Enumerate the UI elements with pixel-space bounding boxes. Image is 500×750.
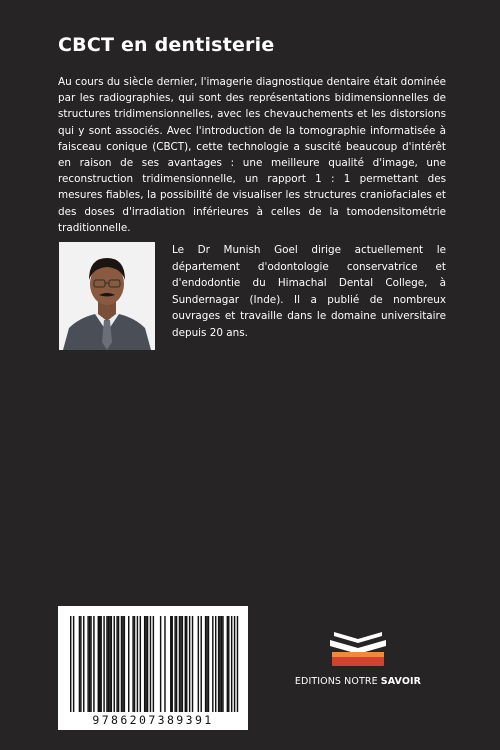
barcode-bar xyxy=(116,616,117,712)
isbn-digits: 9786207389391 xyxy=(92,713,214,727)
barcode-bar xyxy=(99,616,100,712)
barcode-bar xyxy=(145,616,146,712)
publisher-name xyxy=(290,676,426,687)
barcode-bar xyxy=(83,616,84,712)
barcode-bar xyxy=(212,616,213,712)
barcode-bar xyxy=(179,616,180,712)
publisher-name-strong: SAVOIR xyxy=(380,676,422,687)
publisher-block xyxy=(290,626,426,696)
publisher-name-prefix: EDITIONS NOTRE xyxy=(294,676,381,687)
barcode-bar xyxy=(205,616,206,712)
barcode-bar xyxy=(79,616,80,712)
barcode-bar xyxy=(174,616,175,712)
barcode-bar xyxy=(160,616,161,712)
barcode-bar xyxy=(208,616,209,712)
barcode-bar xyxy=(89,616,90,712)
barcode-bars xyxy=(58,606,248,718)
barcode-bar xyxy=(137,616,138,712)
barcode-bar xyxy=(103,616,104,712)
barcode-bar xyxy=(192,616,193,712)
barcode-bar xyxy=(172,616,173,712)
open-book-logo-icon xyxy=(328,626,388,670)
barcode-bar xyxy=(118,616,119,712)
barcode-bar xyxy=(150,616,151,712)
barcode-bar xyxy=(106,616,107,712)
barcode-bar xyxy=(228,616,229,712)
barcode-bar xyxy=(180,616,181,712)
barcode-bar xyxy=(201,616,202,712)
barcode-bar xyxy=(170,616,171,712)
barcode-bar xyxy=(109,616,110,712)
author-photo xyxy=(59,242,155,350)
barcode-bar xyxy=(111,616,112,712)
barcode-bar xyxy=(221,616,222,712)
barcode-bar xyxy=(128,616,129,712)
barcode-bar xyxy=(234,616,235,712)
book-summary: Au cours du siècle dernier, l'imagerie diagnostique dentaire était dominée par les radiographies, qui sont des représentations bidimensionnelles de structures tridimensionnelles, avec les chevauchements et les distorsions qui y sont associés. Avec l'introduction de la tomographie informatisée à faisceau conique (CBCT), cette technologie a suscité beaucoup d'intérêt en raison de ses avantages : une meilleure qualité d'image, une reconstruction tridimensionnelle, un rapport 1 : 1 permettant des mesures fiables, la possibilité de visualiser les structures craniofaciales et des doses d'irradiation inférieures à celles de la tomodensitométrie traditionnelle. xyxy=(58,76,446,234)
barcode-bar xyxy=(219,616,220,712)
barcode-bar xyxy=(134,616,135,712)
isbn-barcode xyxy=(58,606,248,730)
barcode-bar xyxy=(90,616,91,712)
barcode-bar xyxy=(70,616,71,712)
barcode-bar xyxy=(198,616,199,712)
barcode-bar xyxy=(147,616,148,712)
barcode-bar xyxy=(100,616,101,712)
barcode-bar xyxy=(132,616,133,712)
barcode-bar xyxy=(182,616,183,712)
barcode-bar xyxy=(231,616,232,712)
barcode-bar xyxy=(114,616,115,712)
barcode-bar xyxy=(144,616,145,712)
barcode-bar xyxy=(140,616,141,712)
barcode-bar xyxy=(185,616,186,712)
barcode-bar xyxy=(164,616,165,712)
barcode-bar xyxy=(206,616,207,712)
barcode-bar xyxy=(176,616,177,712)
barcode-bar xyxy=(87,616,88,712)
barcode-bar xyxy=(108,616,109,712)
author-bio: Le Dr Munish Goel dirige actuellement le département d'odontologie conservatrice et d'endodontie du Himachal Dental College, à Sundernagar (Inde). Il a publié de nombreux ouvrages et travaille dans le domaine universitaire depuis 20 ans. xyxy=(172,244,446,339)
barcode-bar xyxy=(80,616,81,712)
barcode-bar xyxy=(73,616,74,712)
barcode-bar xyxy=(218,616,219,712)
barcode-bar xyxy=(237,616,238,712)
barcode-bar xyxy=(124,616,125,712)
barcode-bar xyxy=(98,616,99,712)
barcode-bar xyxy=(222,616,223,712)
barcode-bar xyxy=(215,616,216,712)
barcode-bar xyxy=(121,616,122,712)
barcode-bar xyxy=(153,616,154,712)
barcode-bar xyxy=(186,616,187,712)
barcode-bar xyxy=(189,616,190,712)
author-portrait-image xyxy=(59,242,155,350)
barcode-bar xyxy=(93,616,94,712)
barcode-bar xyxy=(227,616,228,712)
book-title: CBCT en dentisterie xyxy=(58,34,275,56)
barcode-bar xyxy=(122,616,123,712)
